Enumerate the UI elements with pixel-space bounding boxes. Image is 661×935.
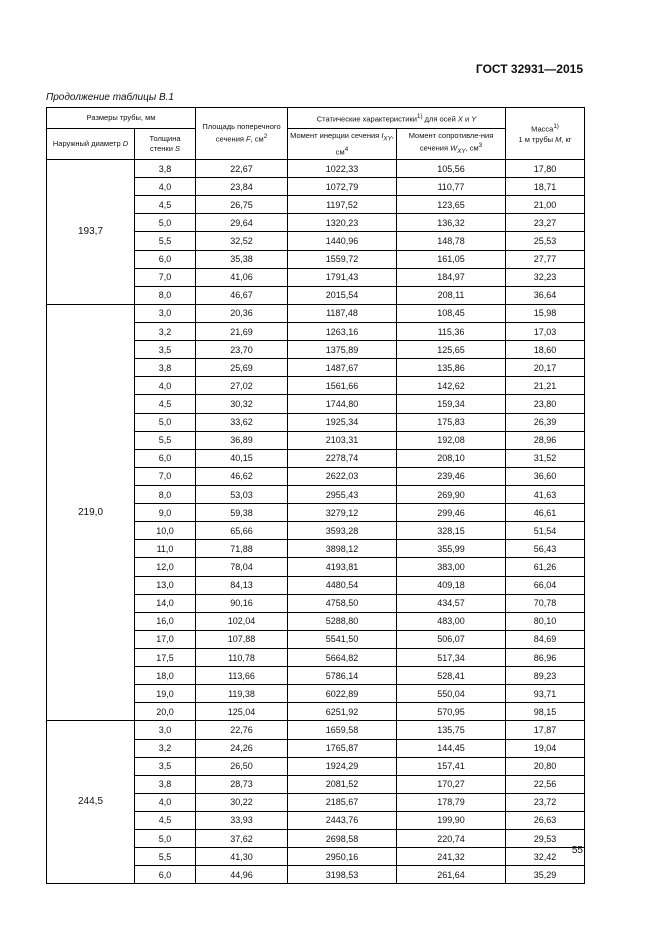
area-cell: 110,78 [196,648,288,666]
modulus-cell: 125,65 [397,341,506,359]
area-cell: 107,88 [196,630,288,648]
inertia-cell: 1487,67 [288,359,397,377]
wall-thickness-cell: 3,5 [135,757,196,775]
modulus-cell: 506,07 [397,630,506,648]
area-cell: 84,13 [196,576,288,594]
modulus-cell: 123,65 [397,196,506,214]
area-cell: 20,36 [196,304,288,322]
area-cell: 21,69 [196,322,288,340]
wall-thickness-cell: 5,0 [135,214,196,232]
inertia-cell: 3198,53 [288,866,397,884]
modulus-cell: 528,41 [397,667,506,685]
document-header: ГОСТ 32931—2015 [475,62,583,76]
wall-thickness-cell: 14,0 [135,594,196,612]
area-cell: 26,50 [196,757,288,775]
area-cell: 30,32 [196,395,288,413]
area-cell: 28,73 [196,775,288,793]
outer-diameter-cell: 193,7 [47,160,135,305]
area-cell: 53,03 [196,485,288,503]
inertia-cell: 1375,89 [288,341,397,359]
wall-thickness-cell: 9,0 [135,504,196,522]
modulus-cell: 208,10 [397,449,506,467]
header-static-characteristics: Статические характеристики$^{1)}$ для осей X и Y [288,108,506,129]
wall-thickness-cell: 7,0 [135,467,196,485]
modulus-cell: 269,90 [397,485,506,503]
wall-thickness-cell: 4,5 [135,395,196,413]
modulus-cell: 184,97 [397,268,506,286]
mass-cell: 23,72 [506,793,585,811]
mass-cell: 51,54 [506,522,585,540]
inertia-cell: 5664,82 [288,648,397,666]
wall-thickness-cell: 5,5 [135,848,196,866]
wall-thickness-cell: 6,0 [135,250,196,268]
mass-cell: 93,71 [506,685,585,703]
inertia-cell: 1659,58 [288,721,397,739]
area-cell: 78,04 [196,558,288,576]
inertia-cell: 2103,31 [288,431,397,449]
wall-thickness-cell: 4,0 [135,377,196,395]
table-body [47,160,585,884]
modulus-cell: 409,18 [397,576,506,594]
modulus-cell: 136,32 [397,214,506,232]
area-cell: 23,70 [196,341,288,359]
area-cell: 40,15 [196,449,288,467]
modulus-cell: 517,34 [397,648,506,666]
wall-thickness-cell: 4,0 [135,793,196,811]
mass-cell: 20,17 [506,359,585,377]
modulus-cell: 383,00 [397,558,506,576]
wall-thickness-cell: 3,0 [135,304,196,322]
mass-cell: 61,26 [506,558,585,576]
mass-cell: 86,96 [506,648,585,666]
mass-cell: 36,60 [506,467,585,485]
inertia-cell: 2015,54 [288,286,397,304]
wall-thickness-cell: 5,0 [135,413,196,431]
inertia-cell: 1924,29 [288,757,397,775]
inertia-cell: 2443,76 [288,811,397,829]
mass-cell: 22,56 [506,775,585,793]
inertia-cell: 4193,81 [288,558,397,576]
area-cell: 46,62 [196,467,288,485]
inertia-cell: 2622,03 [288,467,397,485]
inertia-cell: 1559,72 [288,250,397,268]
inertia-cell: 1022,33 [288,160,397,178]
table-header [47,108,585,160]
header-wall-thickness: Толщина стенки S [135,129,196,160]
modulus-cell: 135,86 [397,359,506,377]
modulus-cell: 175,83 [397,413,506,431]
area-cell: 32,52 [196,232,288,250]
inertia-cell: 2278,74 [288,449,397,467]
inertia-cell: 4758,50 [288,594,397,612]
wall-thickness-cell: 5,0 [135,830,196,848]
mass-cell: 26,39 [506,413,585,431]
modulus-cell: 178,79 [397,793,506,811]
inertia-cell: 1320,23 [288,214,397,232]
wall-thickness-cell: 3,2 [135,322,196,340]
mass-cell: 20,80 [506,757,585,775]
wall-thickness-cell: 11,0 [135,540,196,558]
mass-cell: 21,00 [506,196,585,214]
wall-thickness-cell: 17,0 [135,630,196,648]
modulus-cell: 220,74 [397,830,506,848]
area-cell: 33,93 [196,811,288,829]
modulus-cell: 142,62 [397,377,506,395]
inertia-cell: 1187,48 [288,304,397,322]
wall-thickness-cell: 3,5 [135,341,196,359]
wall-thickness-cell: 3,8 [135,359,196,377]
area-cell: 41,30 [196,848,288,866]
wall-thickness-cell: 5,5 [135,232,196,250]
wall-thickness-cell: 19,0 [135,685,196,703]
area-cell: 59,38 [196,504,288,522]
modulus-cell: 115,36 [397,322,506,340]
mass-cell: 36,64 [506,286,585,304]
modulus-cell: 550,04 [397,685,506,703]
inertia-cell: 5541,50 [288,630,397,648]
inertia-cell: 3593,28 [288,522,397,540]
modulus-cell: 434,57 [397,594,506,612]
inertia-cell: 3279,12 [288,504,397,522]
area-cell: 46,67 [196,286,288,304]
modulus-cell: 239,46 [397,467,506,485]
area-cell: 33,62 [196,413,288,431]
modulus-cell: 110,77 [397,178,506,196]
table-caption: Продолжение таблицы В.1 [46,92,174,103]
modulus-cell: 159,34 [397,395,506,413]
header-moment-of-inertia: Момент инерции сечения $I_{XY}$, $см^4$ [288,129,397,160]
modulus-cell: 199,90 [397,811,506,829]
inertia-cell: 2950,16 [288,848,397,866]
mass-cell: 32,42 [506,848,585,866]
modulus-cell: 148,78 [397,232,506,250]
mass-cell: 18,60 [506,341,585,359]
inertia-cell: 1440,96 [288,232,397,250]
wall-thickness-cell: 4,5 [135,811,196,829]
area-cell: 41,06 [196,268,288,286]
area-cell: 36,89 [196,431,288,449]
wall-thickness-cell: 13,0 [135,576,196,594]
inertia-cell: 6251,92 [288,703,397,721]
inertia-cell: 4480,54 [288,576,397,594]
table-row [47,721,585,739]
inertia-cell: 3898,12 [288,540,397,558]
mass-cell: 25,53 [506,232,585,250]
inertia-cell: 5288,80 [288,612,397,630]
modulus-cell: 261,64 [397,866,506,884]
modulus-cell: 135,75 [397,721,506,739]
area-cell: 23,84 [196,178,288,196]
modulus-cell: 144,45 [397,739,506,757]
area-cell: 37,62 [196,830,288,848]
modulus-cell: 161,05 [397,250,506,268]
table-row [47,304,585,322]
wall-thickness-cell: 20,0 [135,703,196,721]
wall-thickness-cell: 6,0 [135,866,196,884]
mass-cell: 26,63 [506,811,585,829]
inertia-cell: 1925,34 [288,413,397,431]
mass-cell: 80,10 [506,612,585,630]
mass-cell: 18,71 [506,178,585,196]
mass-cell: 46,61 [506,504,585,522]
mass-cell: 23,27 [506,214,585,232]
area-cell: 125,04 [196,703,288,721]
outer-diameter-cell: 244,5 [47,721,135,884]
wall-thickness-cell: 8,0 [135,286,196,304]
modulus-cell: 241,32 [397,848,506,866]
mass-cell: 56,43 [506,540,585,558]
wall-thickness-cell: 5,5 [135,431,196,449]
outer-diameter-cell: 219,0 [47,304,135,721]
area-cell: 30,22 [196,793,288,811]
area-cell: 22,67 [196,160,288,178]
wall-thickness-cell: 4,5 [135,196,196,214]
modulus-cell: 192,08 [397,431,506,449]
mass-cell: 41,63 [506,485,585,503]
inertia-cell: 1791,43 [288,268,397,286]
area-cell: 102,04 [196,612,288,630]
mass-cell: 27,77 [506,250,585,268]
mass-cell: 66,04 [506,576,585,594]
inertia-cell: 2185,67 [288,793,397,811]
modulus-cell: 157,41 [397,757,506,775]
pipe-properties-table [46,107,585,884]
mass-cell: 28,96 [506,431,585,449]
header-area: Площадь поперечного сечения F, $см^2$ [196,108,288,160]
area-cell: 71,88 [196,540,288,558]
wall-thickness-cell: 10,0 [135,522,196,540]
area-cell: 25,69 [196,359,288,377]
wall-thickness-cell: 3,0 [135,721,196,739]
mass-cell: 29,53 [506,830,585,848]
header-pipe-sizes: Размеры трубы, мм [47,108,196,129]
table-row [47,160,585,178]
modulus-cell: 328,15 [397,522,506,540]
area-cell: 44,96 [196,866,288,884]
page-number: 55 [571,845,583,856]
mass-cell: 84,69 [506,630,585,648]
wall-thickness-cell: 18,0 [135,667,196,685]
inertia-cell: 1561,66 [288,377,397,395]
mass-cell: 98,15 [506,703,585,721]
mass-cell: 15,98 [506,304,585,322]
inertia-cell: 1765,87 [288,739,397,757]
mass-cell: 21,21 [506,377,585,395]
mass-cell: 17,03 [506,322,585,340]
inertia-cell: 2698,58 [288,830,397,848]
wall-thickness-cell: 7,0 [135,268,196,286]
modulus-cell: 170,27 [397,775,506,793]
inertia-cell: 1072,79 [288,178,397,196]
modulus-cell: 108,45 [397,304,506,322]
wall-thickness-cell: 3,8 [135,160,196,178]
modulus-cell: 570,95 [397,703,506,721]
area-cell: 113,66 [196,667,288,685]
inertia-cell: 2955,43 [288,485,397,503]
modulus-cell: 299,46 [397,504,506,522]
area-cell: 27,02 [196,377,288,395]
wall-thickness-cell: 4,0 [135,178,196,196]
header-mass: Масса$^{1)}$ 1 м трубы M, кг [506,108,585,160]
area-cell: 35,38 [196,250,288,268]
inertia-cell: 2081,52 [288,775,397,793]
area-cell: 65,66 [196,522,288,540]
modulus-cell: 483,00 [397,612,506,630]
area-cell: 22,76 [196,721,288,739]
wall-thickness-cell: 16,0 [135,612,196,630]
header-outer-diameter: Наружный диаметр D [47,129,135,160]
mass-cell: 17,80 [506,160,585,178]
area-cell: 90,16 [196,594,288,612]
mass-cell: 17,87 [506,721,585,739]
modulus-cell: 105,56 [397,160,506,178]
wall-thickness-cell: 3,8 [135,775,196,793]
mass-cell: 31,52 [506,449,585,467]
header-section-modulus: Момент сопротивле-ния сечения $W_{XY}$, $см^3$ [397,129,506,160]
wall-thickness-cell: 3,2 [135,739,196,757]
area-cell: 24,26 [196,739,288,757]
inertia-cell: 1197,52 [288,196,397,214]
mass-cell: 23,80 [506,395,585,413]
wall-thickness-cell: 6,0 [135,449,196,467]
inertia-cell: 1263,16 [288,322,397,340]
area-cell: 29,64 [196,214,288,232]
inertia-cell: 1744,80 [288,395,397,413]
modulus-cell: 208,11 [397,286,506,304]
mass-cell: 89,23 [506,667,585,685]
mass-cell: 70,78 [506,594,585,612]
wall-thickness-cell: 17,5 [135,648,196,666]
wall-thickness-cell: 12,0 [135,558,196,576]
area-cell: 26,75 [196,196,288,214]
mass-cell: 32,23 [506,268,585,286]
modulus-cell: 355,99 [397,540,506,558]
wall-thickness-cell: 8,0 [135,485,196,503]
inertia-cell: 5786,14 [288,667,397,685]
mass-cell: 35,29 [506,866,585,884]
area-cell: 119,38 [196,685,288,703]
inertia-cell: 6022,89 [288,685,397,703]
mass-cell: 19,04 [506,739,585,757]
